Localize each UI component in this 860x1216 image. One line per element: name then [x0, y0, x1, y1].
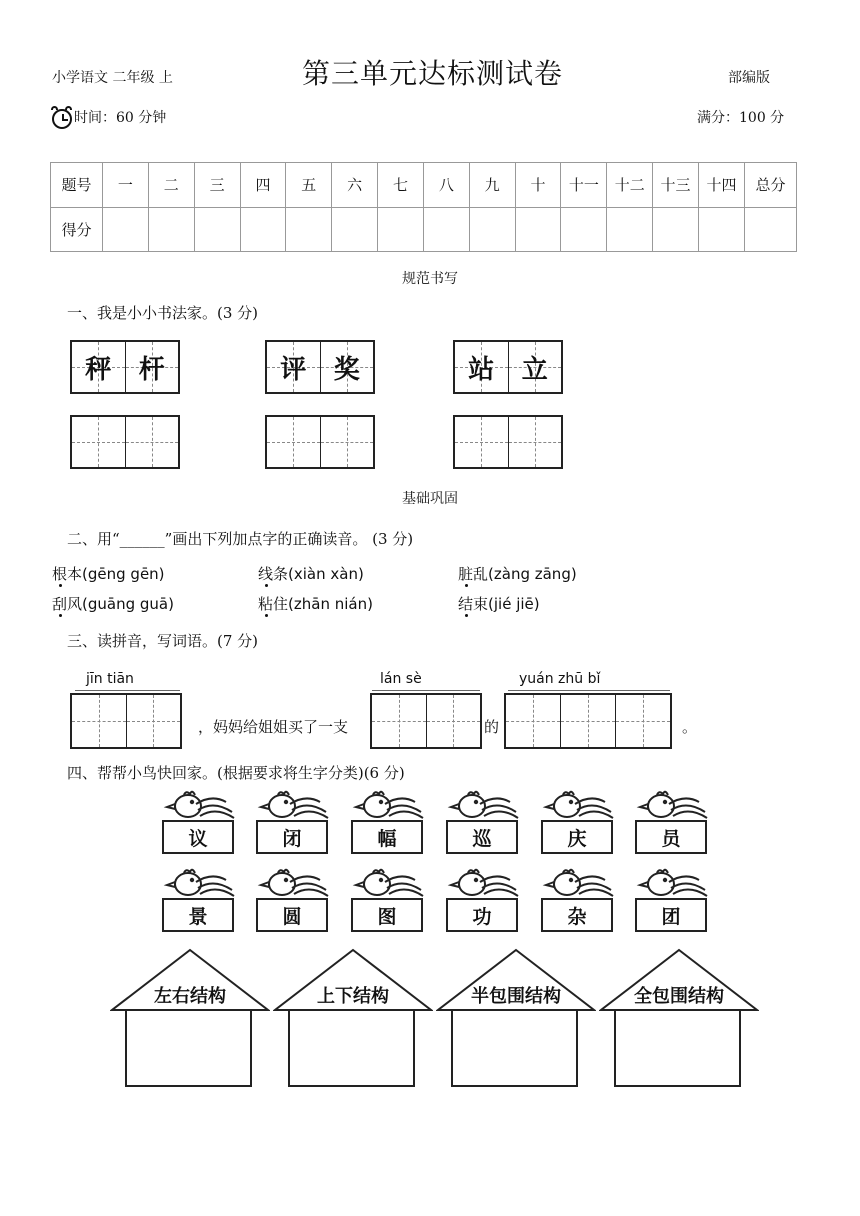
- house-label: 半包围结构: [471, 986, 561, 1007]
- score-input-cell[interactable]: [561, 207, 607, 252]
- score-input-cell[interactable]: [607, 207, 653, 252]
- writing-box[interactable]: [70, 415, 180, 469]
- sentence-part-1: ，妈妈给姐姐买了一支: [198, 718, 349, 736]
- model-char: 站: [468, 354, 495, 385]
- pinyin-prompt: yuán zhū bǐ: [519, 671, 601, 687]
- house-label: 左右结构: [154, 986, 226, 1007]
- char-card: 员: [635, 820, 707, 854]
- bird-icon: [351, 790, 427, 824]
- score-input-cell[interactable]: [378, 207, 424, 252]
- pinyin-options[interactable]: (zhān nián): [288, 595, 373, 613]
- score-input-cell[interactable]: [423, 207, 469, 252]
- dotted-char: 刮: [52, 595, 68, 613]
- pinyin-line: [508, 690, 670, 691]
- house-half-enclosed[interactable]: [436, 948, 596, 1088]
- char-card: 团: [635, 898, 707, 932]
- house-icon: [273, 948, 433, 1088]
- section-heading-writing: 规范书写: [402, 271, 458, 287]
- pinyin-item: [258, 563, 364, 584]
- char: 条: [273, 565, 289, 583]
- edition-label: 部编版: [728, 70, 770, 86]
- house-top-bottom[interactable]: [273, 948, 433, 1088]
- model-char: 杆: [138, 354, 165, 385]
- page-title: 第三单元达标测试卷: [302, 57, 564, 90]
- bird-icon: [446, 790, 522, 824]
- table-row: [51, 207, 797, 252]
- bird-icon: [446, 868, 522, 902]
- char-card: 图: [351, 898, 423, 932]
- bird-card[interactable]: [446, 868, 522, 938]
- table-cell: 十三: [653, 163, 699, 208]
- question-2: [67, 528, 413, 549]
- dotted-char: 线: [258, 565, 274, 583]
- house-label: 上下结构: [317, 986, 389, 1007]
- model-char: 秤: [85, 354, 112, 385]
- pinyin-options[interactable]: (jié jiē): [488, 595, 540, 613]
- question-3: 三、读拼音，写词语。(7 分): [67, 632, 259, 650]
- question-1: 一、我是小小书法家。(3 分): [67, 304, 259, 322]
- bird-card[interactable]: [635, 790, 711, 860]
- score-input-cell[interactable]: [103, 207, 149, 252]
- table-cell: 六: [332, 163, 378, 208]
- char-card: 庆: [541, 820, 613, 854]
- char-card: 闭: [256, 820, 328, 854]
- word-writing-box[interactable]: [70, 693, 182, 749]
- bird-card[interactable]: [541, 790, 617, 860]
- pinyin-line: [372, 690, 480, 691]
- table-cell: 一: [103, 163, 149, 208]
- writing-box[interactable]: [265, 415, 375, 469]
- table-cell: 八: [423, 163, 469, 208]
- char: 风: [67, 595, 83, 613]
- model-char-box: [70, 340, 180, 394]
- section-heading-basics: 基础巩固: [402, 491, 458, 507]
- bird-card[interactable]: [162, 790, 238, 860]
- bird-card[interactable]: [351, 868, 427, 938]
- bird-icon: [256, 790, 332, 824]
- score-input-cell[interactable]: [515, 207, 561, 252]
- sentence-end: 。: [682, 718, 698, 736]
- table-cell: 五: [286, 163, 332, 208]
- table-cell: 得分: [51, 207, 103, 252]
- pinyin-line: [75, 690, 180, 691]
- pinyin-options[interactable]: (gēng gēn): [82, 565, 165, 583]
- char: 乱: [473, 565, 489, 583]
- bird-card[interactable]: [446, 790, 522, 860]
- time-limit: 时间：60 分钟: [74, 110, 167, 126]
- char-card: 杂: [541, 898, 613, 932]
- house-label: 全包围结构: [634, 986, 724, 1007]
- bird-card[interactable]: [256, 868, 332, 938]
- model-char: 奖: [333, 354, 360, 385]
- score-input-cell[interactable]: [286, 207, 332, 252]
- model-char: 立: [521, 354, 548, 385]
- char-card: 景: [162, 898, 234, 932]
- dotted-char: 根: [52, 565, 68, 583]
- underline-sample: ______: [119, 530, 165, 548]
- table-cell: 十: [515, 163, 561, 208]
- table-cell: 七: [378, 163, 424, 208]
- table-cell: 四: [240, 163, 286, 208]
- char-card: 功: [446, 898, 518, 932]
- dotted-char: 脏: [458, 565, 474, 583]
- pinyin-options[interactable]: (xiàn xàn): [288, 565, 364, 583]
- bird-icon: [162, 868, 238, 902]
- char-card: 幅: [351, 820, 423, 854]
- pinyin-prompt: jīn tiān: [86, 671, 134, 687]
- word-writing-box[interactable]: [370, 693, 482, 749]
- pinyin-item: [258, 593, 373, 614]
- score-input-cell[interactable]: [698, 207, 744, 252]
- table-cell: 九: [469, 163, 515, 208]
- score-table: [50, 162, 797, 252]
- model-char-box: [453, 340, 563, 394]
- table-cell: 十二: [607, 163, 653, 208]
- question-2-suffix: ”画出下列加点字的正确读音。 (3 分): [164, 530, 414, 548]
- model-char-box: [265, 340, 375, 394]
- score-input-cell[interactable]: [653, 207, 699, 252]
- bird-card[interactable]: [541, 868, 617, 938]
- score-input-cell[interactable]: [745, 207, 797, 252]
- pinyin-options[interactable]: (zàng zāng): [488, 565, 577, 583]
- bird-icon: [541, 868, 617, 902]
- bird-icon: [635, 790, 711, 824]
- bird-icon: [351, 868, 427, 902]
- bird-icon: [635, 868, 711, 902]
- subject-grade: 小学语文 二年级 上: [52, 70, 173, 86]
- bird-card[interactable]: [635, 868, 711, 938]
- table-cell: 题号: [51, 163, 103, 208]
- bird-icon: [256, 868, 332, 902]
- pinyin-item: [52, 593, 174, 614]
- pinyin-item: [52, 563, 165, 584]
- writing-box[interactable]: [453, 415, 563, 469]
- question-4: 四、帮帮小鸟快回家。(根据要求将生字分类)(6 分): [67, 764, 405, 782]
- table-cell: 二: [148, 163, 194, 208]
- pinyin-prompt: lán sè: [380, 671, 422, 687]
- table-row: [51, 163, 797, 208]
- sentence-part-2: 的: [484, 718, 500, 736]
- score-input-cell[interactable]: [194, 207, 240, 252]
- table-cell: 十四: [698, 163, 744, 208]
- score-input-cell[interactable]: [148, 207, 194, 252]
- dotted-char: 结: [458, 595, 474, 613]
- bird-card[interactable]: [351, 790, 427, 860]
- score-input-cell[interactable]: [469, 207, 515, 252]
- char-card: 圆: [256, 898, 328, 932]
- house-icon: [599, 948, 759, 1088]
- bird-card[interactable]: [162, 868, 238, 938]
- full-score: 满分：100 分: [697, 110, 785, 126]
- bird-icon: [541, 790, 617, 824]
- question-2-prefix: 二、用“: [67, 530, 120, 548]
- word-writing-box[interactable]: [504, 693, 672, 749]
- char: 本: [67, 565, 83, 583]
- score-input-cell[interactable]: [332, 207, 378, 252]
- pinyin-options[interactable]: (guāng guā): [82, 595, 174, 613]
- dotted-char: 粘: [258, 595, 274, 613]
- house-icon: [110, 948, 270, 1088]
- table-cell: 十一: [561, 163, 607, 208]
- char-card: 议: [162, 820, 234, 854]
- table-cell: 三: [194, 163, 240, 208]
- house-icon: [436, 948, 596, 1088]
- house-left-right[interactable]: [110, 948, 270, 1088]
- char-card: 巡: [446, 820, 518, 854]
- model-char: 评: [280, 354, 307, 385]
- bird-icon: [162, 790, 238, 824]
- bird-card[interactable]: [256, 790, 332, 860]
- pinyin-item: [458, 563, 577, 584]
- score-input-cell[interactable]: [240, 207, 286, 252]
- house-fully-enclosed[interactable]: [599, 948, 759, 1088]
- char: 束: [473, 595, 489, 613]
- char: 住: [273, 595, 289, 613]
- clock-icon: [50, 104, 74, 130]
- pinyin-item: [458, 593, 540, 614]
- table-cell: 总分: [745, 163, 797, 208]
